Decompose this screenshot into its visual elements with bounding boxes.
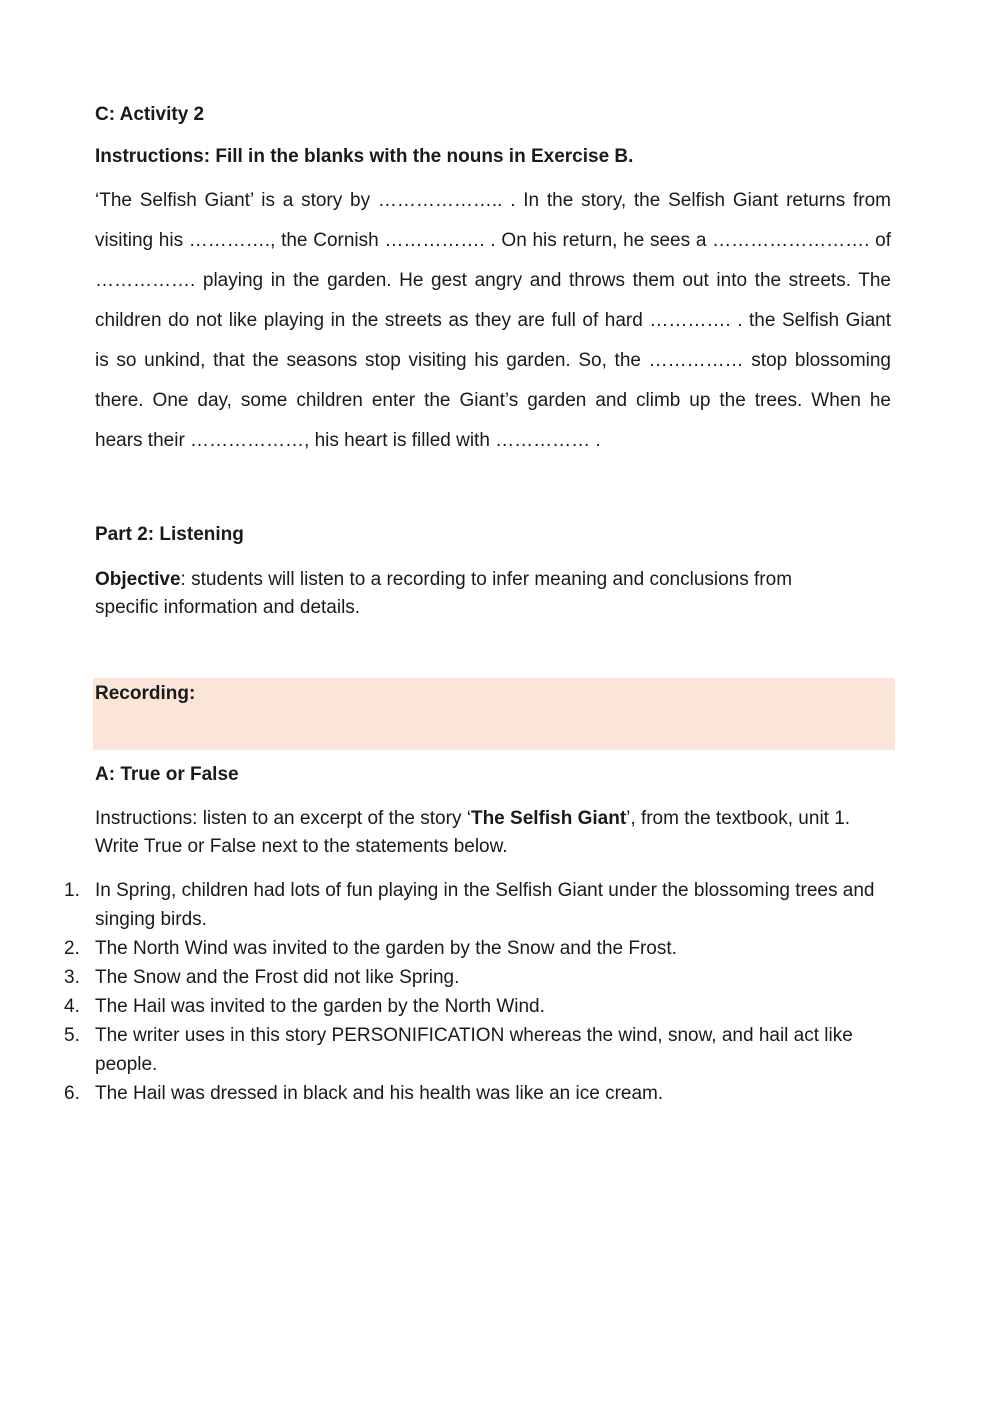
statement-number: 1. [64, 880, 80, 901]
paragraph-line: children do not like playing in the streets as they are full of hard …………. . the Selfish Giant [95, 310, 891, 331]
paragraph-line: is so unkind, that the seasons stop visiting his garden. So, the …………… stop blossoming [95, 350, 891, 371]
statement-text: The North Wind was invited to the garden by the Snow and the Frost. [95, 938, 677, 959]
fill-in-paragraph [95, 181, 891, 461]
list-item [0, 992, 900, 1021]
activity-instructions: Instructions: Fill in the blanks with the nouns in Exercise B. [95, 146, 634, 167]
paragraph-line: ‘The Selfish Giant’ is a story by ……………….. . In the story, the Selfish Giant returns from [95, 190, 891, 211]
true-false-instructions [95, 805, 885, 861]
statement-text: The writer uses in this story PERSONIFICATION whereas the wind, snow, and hail act like people. [95, 1025, 853, 1075]
statement-list [0, 876, 900, 1108]
statement-number: 3. [64, 967, 80, 988]
paragraph-line: there. One day, some children enter the Giant’s garden and climb up the trees. When he [95, 390, 891, 411]
recording-box [93, 678, 895, 750]
list-item [0, 934, 900, 963]
paragraph-line: ……………. playing in the garden. He gest angry and throws them out into the streets. The [95, 270, 891, 291]
paragraph-line: hears their ………………, his heart is filled with …………… . [95, 430, 601, 451]
list-item [0, 876, 900, 934]
recording-label: Recording: [95, 683, 196, 704]
paragraph-line: visiting his …………., the Cornish ……………. . On his return, he sees a ……………………. of [95, 230, 891, 251]
statement-text: In Spring, children had lots of fun playing in the Selfish Giant under the blossoming trees and singing birds. [95, 880, 875, 930]
statement-number: 6. [64, 1083, 80, 1104]
instructions-prefix: Instructions: listen to an excerpt of the story ‘ [95, 808, 471, 829]
objective-label: Objective [95, 569, 181, 590]
objective-text: : students will listen to a recording to infer meaning and conclusions from specific information and details. [95, 569, 793, 618]
list-item [0, 963, 900, 992]
statement-text: The Hail was invited to the garden by the North Wind. [95, 996, 545, 1017]
statement-text: The Hail was dressed in black and his health was like an ice cream. [95, 1083, 664, 1104]
list-item [0, 1021, 900, 1079]
statement-text: The Snow and the Frost did not like Spring. [95, 967, 460, 988]
true-false-title: A: True or False [95, 764, 239, 785]
story-title: The Selfish Giant [470, 808, 627, 829]
statement-number: 5. [64, 1025, 80, 1046]
activity-title: C: Activity 2 [95, 104, 205, 125]
instructions-suffix: ’, from the textbook, unit 1. Write True or False next to the statements below. [95, 808, 851, 857]
part2-title: Part 2: Listening [95, 524, 244, 545]
list-item [0, 1079, 900, 1108]
objective [95, 566, 855, 622]
statement-number: 2. [64, 938, 80, 959]
statement-number: 4. [64, 996, 80, 1017]
